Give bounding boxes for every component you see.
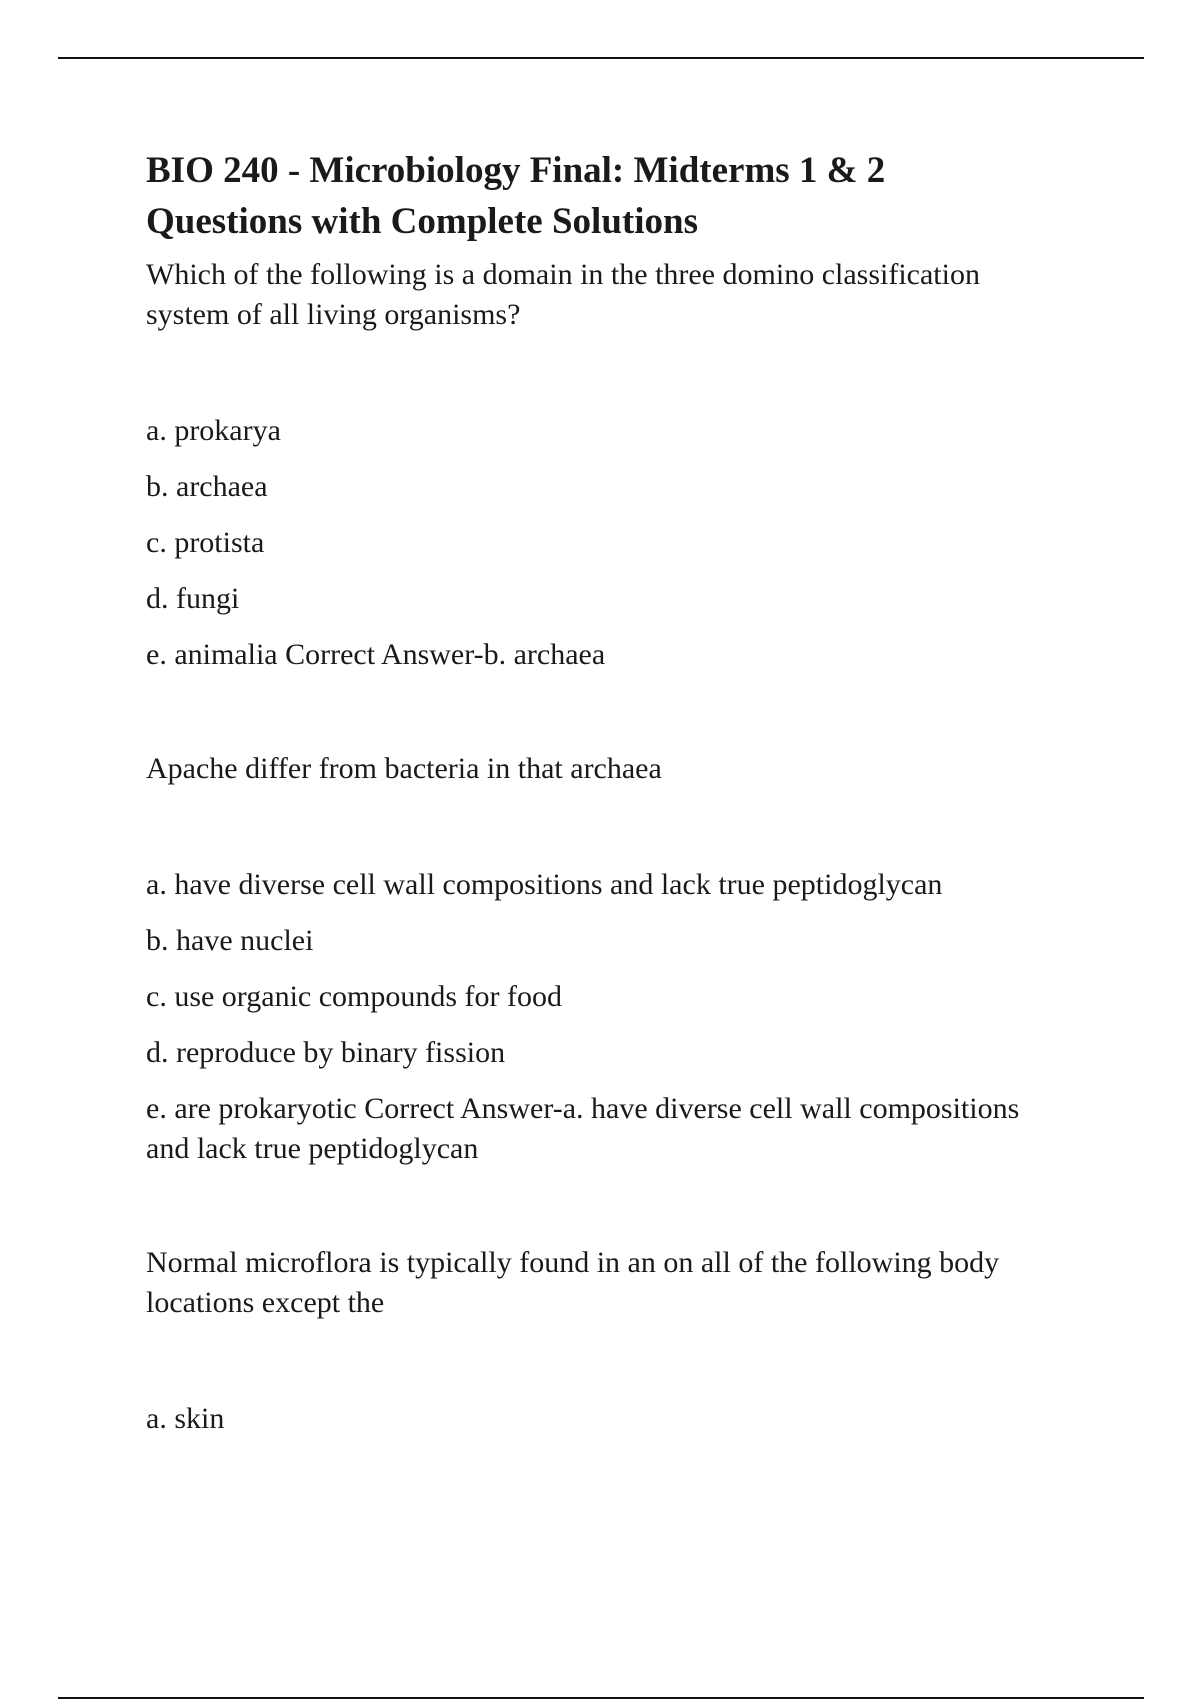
question-2-option-b: b. have nuclei [146, 924, 314, 957]
question-2-stem-line-1: Apache differ from bacteria in that archaea [146, 752, 662, 785]
question-3-stem-line-2: locations except the [146, 1286, 385, 1319]
question-block-2 [146, 749, 1106, 1169]
question-1-option-a: a. prokarya [146, 414, 281, 447]
question-1-stem-line-1: Which of the following is a domain in the three domino classification [146, 258, 980, 291]
question-3-options [146, 1399, 1106, 1439]
title-line-2: Questions with Complete Solutions [146, 201, 698, 242]
question-2-option-c: c. use organic compounds for food [146, 980, 563, 1013]
question-3-stem-line-1: Normal microflora is typically found in an on all of the following body [146, 1246, 1000, 1279]
question-1-option-b: b. archaea [146, 470, 268, 503]
question-1-option-c: c. protista [146, 526, 265, 559]
top-rule [58, 57, 1144, 59]
question-1-options [146, 411, 1106, 675]
question-1-stem [146, 255, 1106, 335]
question-2-option-d: d. reproduce by binary fission [146, 1036, 506, 1069]
document-page [146, 145, 1106, 1439]
bottom-rule [58, 1697, 1144, 1699]
question-3-stem [146, 1243, 1106, 1323]
question-2-options [146, 865, 1106, 1169]
question-2-stem [146, 749, 1106, 789]
question-block-3 [146, 1243, 1106, 1439]
question-3-option-a: a. skin [146, 1402, 225, 1435]
title-line-1: BIO 240 - Microbiology Final: Midterms 1 & 2 [146, 150, 886, 191]
question-1-option-e-with-answer: e. animalia Correct Answer-b. archaea [146, 638, 606, 671]
question-2-option-e-line-2: and lack true peptidoglycan [146, 1132, 479, 1165]
document-title [146, 145, 1106, 247]
question-1-option-d: d. fungi [146, 582, 240, 615]
question-2-option-a: a. have diverse cell wall compositions and lack true peptidoglycan [146, 868, 943, 901]
question-block-1 [146, 255, 1106, 675]
question-2-option-e-line-1: e. are prokaryotic Correct Answer-a. have diverse cell wall compositions [146, 1092, 1020, 1125]
question-2-option-e-with-answer [146, 1089, 1106, 1169]
question-1-stem-line-2: system of all living organisms? [146, 298, 521, 331]
